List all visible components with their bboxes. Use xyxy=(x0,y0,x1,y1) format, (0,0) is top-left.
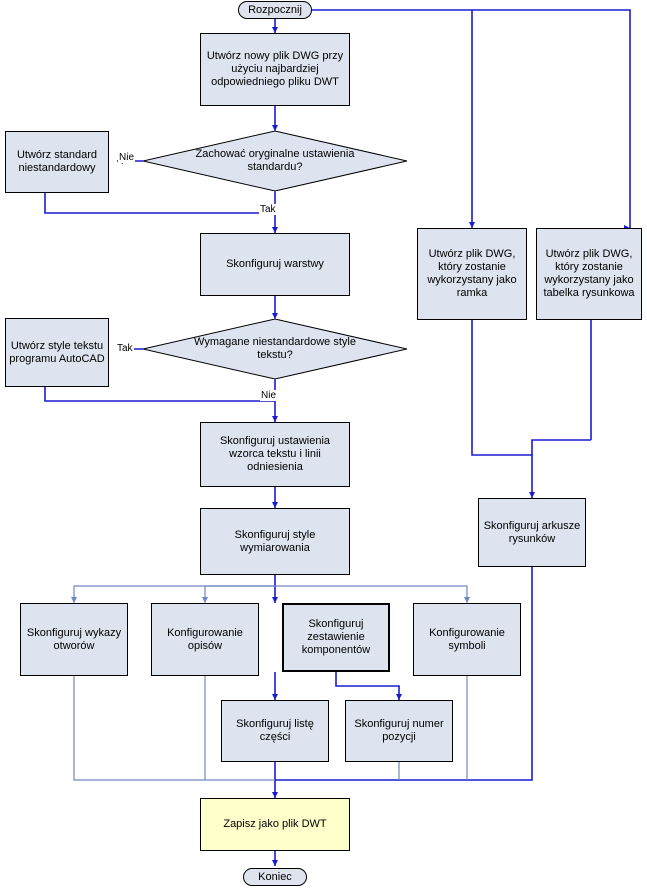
node-decision-standard xyxy=(143,131,407,191)
node-symbols-label: Konfigurowanie symboli xyxy=(429,626,505,652)
node-symbols xyxy=(413,603,521,676)
node-bom-label: Skonfiguruj zestawienie komponentów xyxy=(301,618,371,656)
node-custom-standard xyxy=(5,131,109,193)
node-hole-charts xyxy=(20,603,128,676)
node-titleblock-dwg-label: Utwórz plik DWG, który zostanie wykorzystany jako tabelka rysunkowa xyxy=(543,248,635,299)
node-autocad-text-styles-label: Utwórz style tekstu programu AutoCAD xyxy=(9,339,105,365)
node-save-dwt xyxy=(200,798,350,851)
node-start xyxy=(238,1,312,19)
node-autocad-text-styles xyxy=(5,318,109,387)
node-border-dwg-label: Utwórz plik DWG, który zostanie wykorzystany jako ramka xyxy=(427,248,517,299)
edge-label-text-no: Nie xyxy=(261,390,277,401)
node-save-dwt-label: Zapisz jako plik DWT xyxy=(223,818,327,830)
node-dim-styles xyxy=(200,508,350,575)
node-border-dwg xyxy=(417,228,527,320)
edge-label-standard-no: Nie xyxy=(119,152,135,163)
node-custom-standard-label: Utwórz standard niestandardowy xyxy=(16,149,98,174)
node-new-dwg xyxy=(200,33,350,106)
node-decision-text-styles xyxy=(143,319,407,379)
node-sheets-label: Skonfiguruj arkusze rysunków xyxy=(483,519,581,545)
node-parts-list-label: Skonfiguruj listę części xyxy=(236,718,314,743)
node-parts-list xyxy=(221,700,329,762)
edge-label-standard-yes: Tak xyxy=(260,204,276,215)
node-decision-text-styles-label: Wymagane niestandardowe style tekstu? xyxy=(194,336,356,361)
node-decision-standard-label: Zachować oryginalne ustawienia standardu? xyxy=(195,148,355,173)
node-leader-settings-label: Skonfiguruj ustawienia wzorca tekstu i linii odniesienia xyxy=(219,435,331,473)
node-leader-settings xyxy=(200,422,350,487)
node-new-dwg-label: Utwórz nowy plik DWG przy użyciu najbardziej odpowiedniego pliku DWT xyxy=(206,50,344,88)
node-end xyxy=(243,868,307,886)
node-item-number-label: Skonfiguruj numer pozycji xyxy=(354,718,444,743)
node-bom xyxy=(282,603,390,672)
edge-label-text-yes: Tak xyxy=(117,343,133,354)
node-layers-label: Skonfiguruj warstwy xyxy=(226,258,324,270)
node-dim-styles-label: Skonfiguruj style wymiarowania xyxy=(234,528,316,554)
node-end-label: Koniec xyxy=(258,870,292,883)
node-sheets xyxy=(478,498,586,567)
node-item-number xyxy=(345,700,453,762)
node-start-label: Rozpocznij xyxy=(248,3,302,16)
node-annotations xyxy=(151,603,259,676)
node-titleblock-dwg xyxy=(536,228,642,320)
node-annotations-label: Konfigurowanie opisów xyxy=(167,626,243,652)
node-hole-charts-label: Skonfiguruj wykazy otworów xyxy=(26,626,122,652)
node-layers xyxy=(200,233,350,296)
